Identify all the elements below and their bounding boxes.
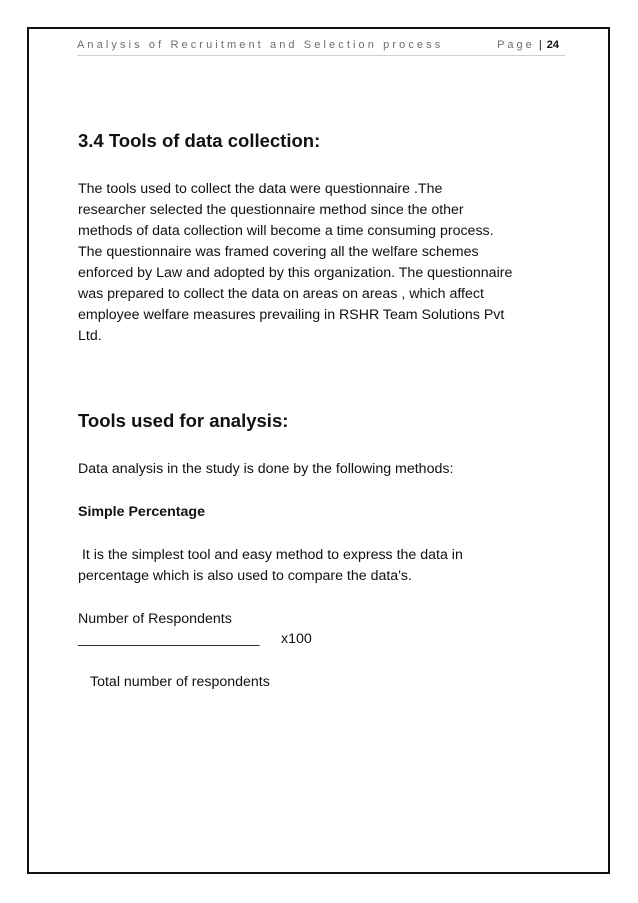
header-page-number: 24 [546, 39, 559, 51]
formula-multiplier: x100 [281, 631, 312, 647]
formula-denominator: Total number of respondents [90, 674, 270, 690]
page-border [27, 27, 610, 874]
section-heading-data-collection: 3.4 Tools of data collection: [78, 130, 321, 151]
paragraph-line: was prepared to collect the data on areas on areas , which affect [78, 286, 484, 302]
paragraph-line: The tools used to collect the data were questionnaire .The [78, 181, 443, 197]
page-header [77, 37, 565, 56]
paragraph-line: employee welfare measures prevailing in RSHR Team Solutions Pvt [78, 307, 505, 323]
formula-fraction-line: _______________________ [78, 631, 260, 647]
paragraph-line: It is the simplest tool and easy method to express the data in [78, 547, 463, 563]
paragraph-line: percentage which is also used to compare the data's. [78, 568, 412, 584]
header-page-info [497, 39, 559, 51]
paragraph-line: researcher selected the questionnaire method since the other [78, 202, 464, 218]
paragraph-simple-percentage [78, 545, 578, 587]
formula-numerator: Number of Respondents [78, 611, 232, 627]
header-title: Analysis of Recruitment and Selection process [77, 39, 444, 51]
analysis-intro: Data analysis in the study is done by the following methods: [78, 461, 454, 477]
paragraph-data-collection [78, 179, 578, 347]
paragraph-line: methods of data collection will become a time consuming process. [78, 223, 494, 239]
paragraph-line: Ltd. [78, 328, 102, 344]
header-page-label: Page [497, 39, 535, 51]
paragraph-line: The questionnaire was framed covering all the welfare schemes [78, 244, 479, 260]
header-separator: | [538, 39, 542, 51]
method-title: Simple Percentage [78, 504, 205, 520]
paragraph-line: enforced by Law and adopted by this organization. The questionnaire [78, 265, 513, 281]
section-heading-analysis: Tools used for analysis: [78, 410, 289, 431]
